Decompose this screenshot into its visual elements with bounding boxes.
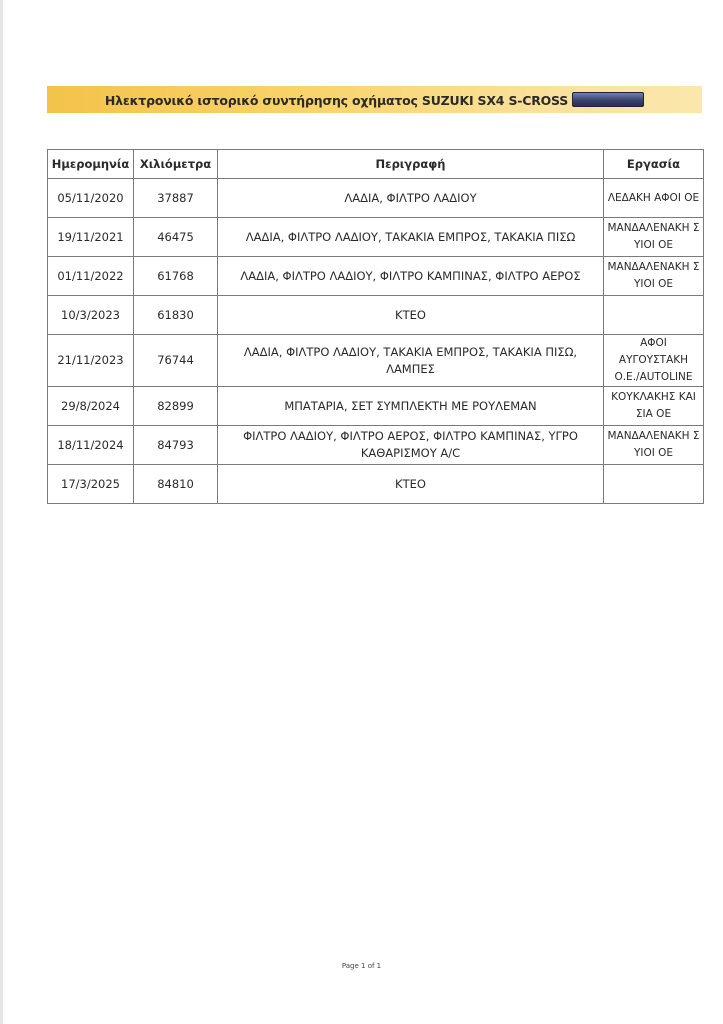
cell-shop: ΑΦΟΙ ΑΥΓΟΥΣΤΑΚΗ Ο.Ε./AUTOLINE — [604, 335, 704, 387]
cell-description: ΛΑΔΙΑ, ΦΙΛΤΡΟ ΛΑΔΙΟΥ, ΤΑΚΑΚΙΑ ΕΜΠΡΟΣ, ΤΑΚΑΚΙΑ ΠΙΣΩ — [218, 218, 604, 257]
cell-date: 17/3/2025 — [48, 465, 134, 504]
cell-shop — [604, 465, 704, 504]
table-header-row — [48, 150, 704, 179]
table-row — [48, 465, 704, 504]
cell-description: ΚΤΕΟ — [218, 465, 604, 504]
cell-shop: ΛΕΔΑΚΗ ΑΦΟΙ ΟΕ — [604, 179, 704, 218]
table-row — [48, 179, 704, 218]
page-edge — [0, 0, 3, 1024]
redacted-plate-bar — [572, 92, 644, 107]
cell-shop: ΜΑΝΔΑΛΕΝΑΚΗ Σ ΥΙΟΙ ΟΕ — [604, 257, 704, 296]
cell-date: 21/11/2023 — [48, 335, 134, 387]
cell-description: ΛΑΔΙΑ, ΦΙΛΤΡΟ ΛΑΔΙΟΥ, ΦΙΛΤΡΟ ΚΑΜΠΙΝΑΣ, ΦΙΛΤΡΟ ΑΕΡΟΣ — [218, 257, 604, 296]
cell-date: 18/11/2024 — [48, 426, 134, 465]
cell-km: 82899 — [134, 387, 218, 426]
cell-description: ΛΑΔΙΑ, ΦΙΛΤΡΟ ΛΑΔΙΟΥ — [218, 179, 604, 218]
cell-km: 37887 — [134, 179, 218, 218]
table-row — [48, 387, 704, 426]
cell-shop: ΚΟΥΚΛΑΚΗΣ ΚΑΙ ΣΙΑ ΟΕ — [604, 387, 704, 426]
cell-km: 84810 — [134, 465, 218, 504]
cell-date: 29/8/2024 — [48, 387, 134, 426]
cell-description: ΚΤΕΟ — [218, 296, 604, 335]
document-title-text: Ηλεκτρονικό ιστορικό συντήρησης οχήματος SUZUKI SX4 S-CROSS — [104, 92, 569, 108]
cell-date: 01/11/2022 — [48, 257, 134, 296]
cell-description: ΜΠΑΤΑΡΙΑ, ΣΕΤ ΣΥΜΠΛΕΚΤΗ ΜΕ ΡΟΥΛΕΜΑΝ — [218, 387, 604, 426]
cell-date: 19/11/2021 — [48, 218, 134, 257]
table-row — [48, 296, 704, 335]
cell-date: 10/3/2023 — [48, 296, 134, 335]
document-title — [105, 92, 644, 108]
cell-description: ΛΑΔΙΑ, ΦΙΛΤΡΟ ΛΑΔΙΟΥ, ΤΑΚΑΚΙΑ ΕΜΠΡΟΣ, ΤΑΚΑΚΙΑ ΠΙΣΩ, ΛΑΜΠΕΣ — [218, 335, 604, 387]
cell-km: 61768 — [134, 257, 218, 296]
cell-shop: ΜΑΝΔΑΛΕΝΑΚΗ Σ ΥΙΟΙ ΟΕ — [604, 426, 704, 465]
cell-date: 05/11/2020 — [48, 179, 134, 218]
cell-km: 76744 — [134, 335, 218, 387]
header-description: Περιγραφή — [218, 150, 604, 179]
header-date: Ημερομηνία — [48, 150, 134, 179]
cell-shop: ΜΑΝΔΑΛΕΝΑΚΗ Σ ΥΙΟΙ ΟΕ — [604, 218, 704, 257]
cell-km: 84793 — [134, 426, 218, 465]
header-shop: Εργασία — [604, 150, 704, 179]
cell-shop — [604, 296, 704, 335]
maintenance-history-table — [47, 149, 704, 504]
cell-km: 46475 — [134, 218, 218, 257]
header-km: Χιλιόμετρα — [134, 150, 218, 179]
cell-km: 61830 — [134, 296, 218, 335]
table-row — [48, 218, 704, 257]
table-row — [48, 335, 704, 387]
page-footer: Page 1 of 1 — [341, 962, 382, 970]
cell-description: ΦΙΛΤΡΟ ΛΑΔΙΟΥ, ΦΙΛΤΡΟ ΑΕΡΟΣ, ΦΙΛΤΡΟ ΚΑΜΠΙΝΑΣ, ΥΓΡΟ ΚΑΘΑΡΙΣΜΟΥ Α/C — [218, 426, 604, 465]
title-banner — [47, 86, 702, 113]
table-row — [48, 426, 704, 465]
table-row — [48, 257, 704, 296]
